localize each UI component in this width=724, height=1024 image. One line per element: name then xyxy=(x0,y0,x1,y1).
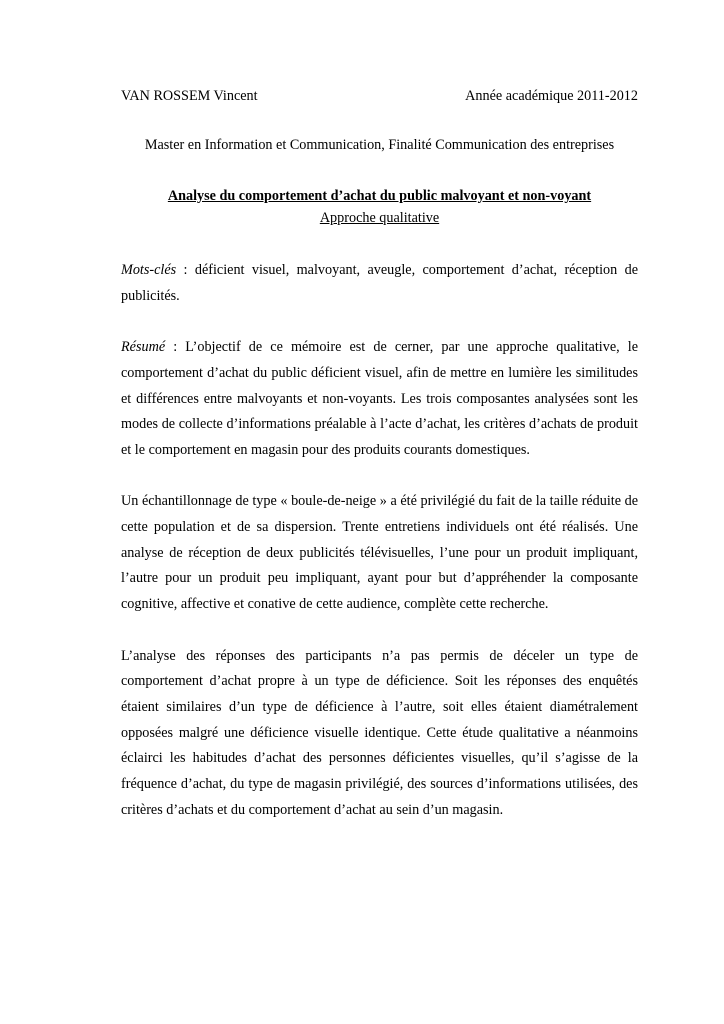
document-body xyxy=(121,258,638,849)
document-title: Analyse du comportement d’achat du public malvoyant et non-voyant xyxy=(167,188,592,204)
author-name: VAN ROSSEM Vincent xyxy=(121,88,258,104)
keywords-paragraph xyxy=(121,258,638,309)
body-paragraph-sampling: Un échantillonnage de type « boule-de-neige » a été privilégié du fait de la taille réduite de cette population et de sa dispersion. Trente entretiens individuels ont été réalisés. Une analyse de réception de deux publicités télévisuelles, l’une pour un produit impliquant, l’autre pour un produit peu impliquant, ayant pour but d’appréhender la composante cognitive, affective et conative de cette audience, complète cette recherche. xyxy=(121,493,638,613)
body-paragraph-results: L’analyse des réponses des participants n’a pas permis de déceler un type de comportement d’achat propre à un type de déficience. Soit les réponses des enquêtés étaient similaires d’un type de déficience à l’autre, soit elles étaient diamétralement opposées malgré une déficience visuelle identique. Cette étude qualitative a néanmoins éclairci les habitudes d’achat des personnes déficientes visuelles, qu’il s’agisse de la fréquence d’achat, du type de magasin privilégié, des sources d’informations utilisées, des critères d’achats et du comportement d’achat au sein d’un magasin. xyxy=(121,647,638,818)
summary-paragraph xyxy=(121,335,638,464)
document-subtitle: Approche qualitative xyxy=(319,210,440,226)
document-header xyxy=(121,86,638,106)
program-line: Master en Information et Communication, Finalité Communication des entreprises xyxy=(144,137,615,153)
academic-year: Année académique 2011-2012 xyxy=(465,88,638,104)
title-block xyxy=(121,185,638,229)
summary-text: : L’objectif de ce mémoire est de cerner, par une approche qualitative, le comportement d’achat du public déficient visuel, afin de mettre en lumière les similitudes et différences entre malvoyants et non-voyants. Les trois composantes analysées sont les modes de collecte d’informations préalable à l’acte d’achat, les critères d’achats de produit et le comportement en magasin pour des produits courants domestiques. xyxy=(121,339,638,458)
keywords-text: : déficient visuel, malvoyant, aveugle, comportement d’achat, réception de publicités. xyxy=(121,262,638,304)
keywords-label: Mots-clés xyxy=(121,262,177,278)
summary-label: Résumé xyxy=(121,339,166,356)
